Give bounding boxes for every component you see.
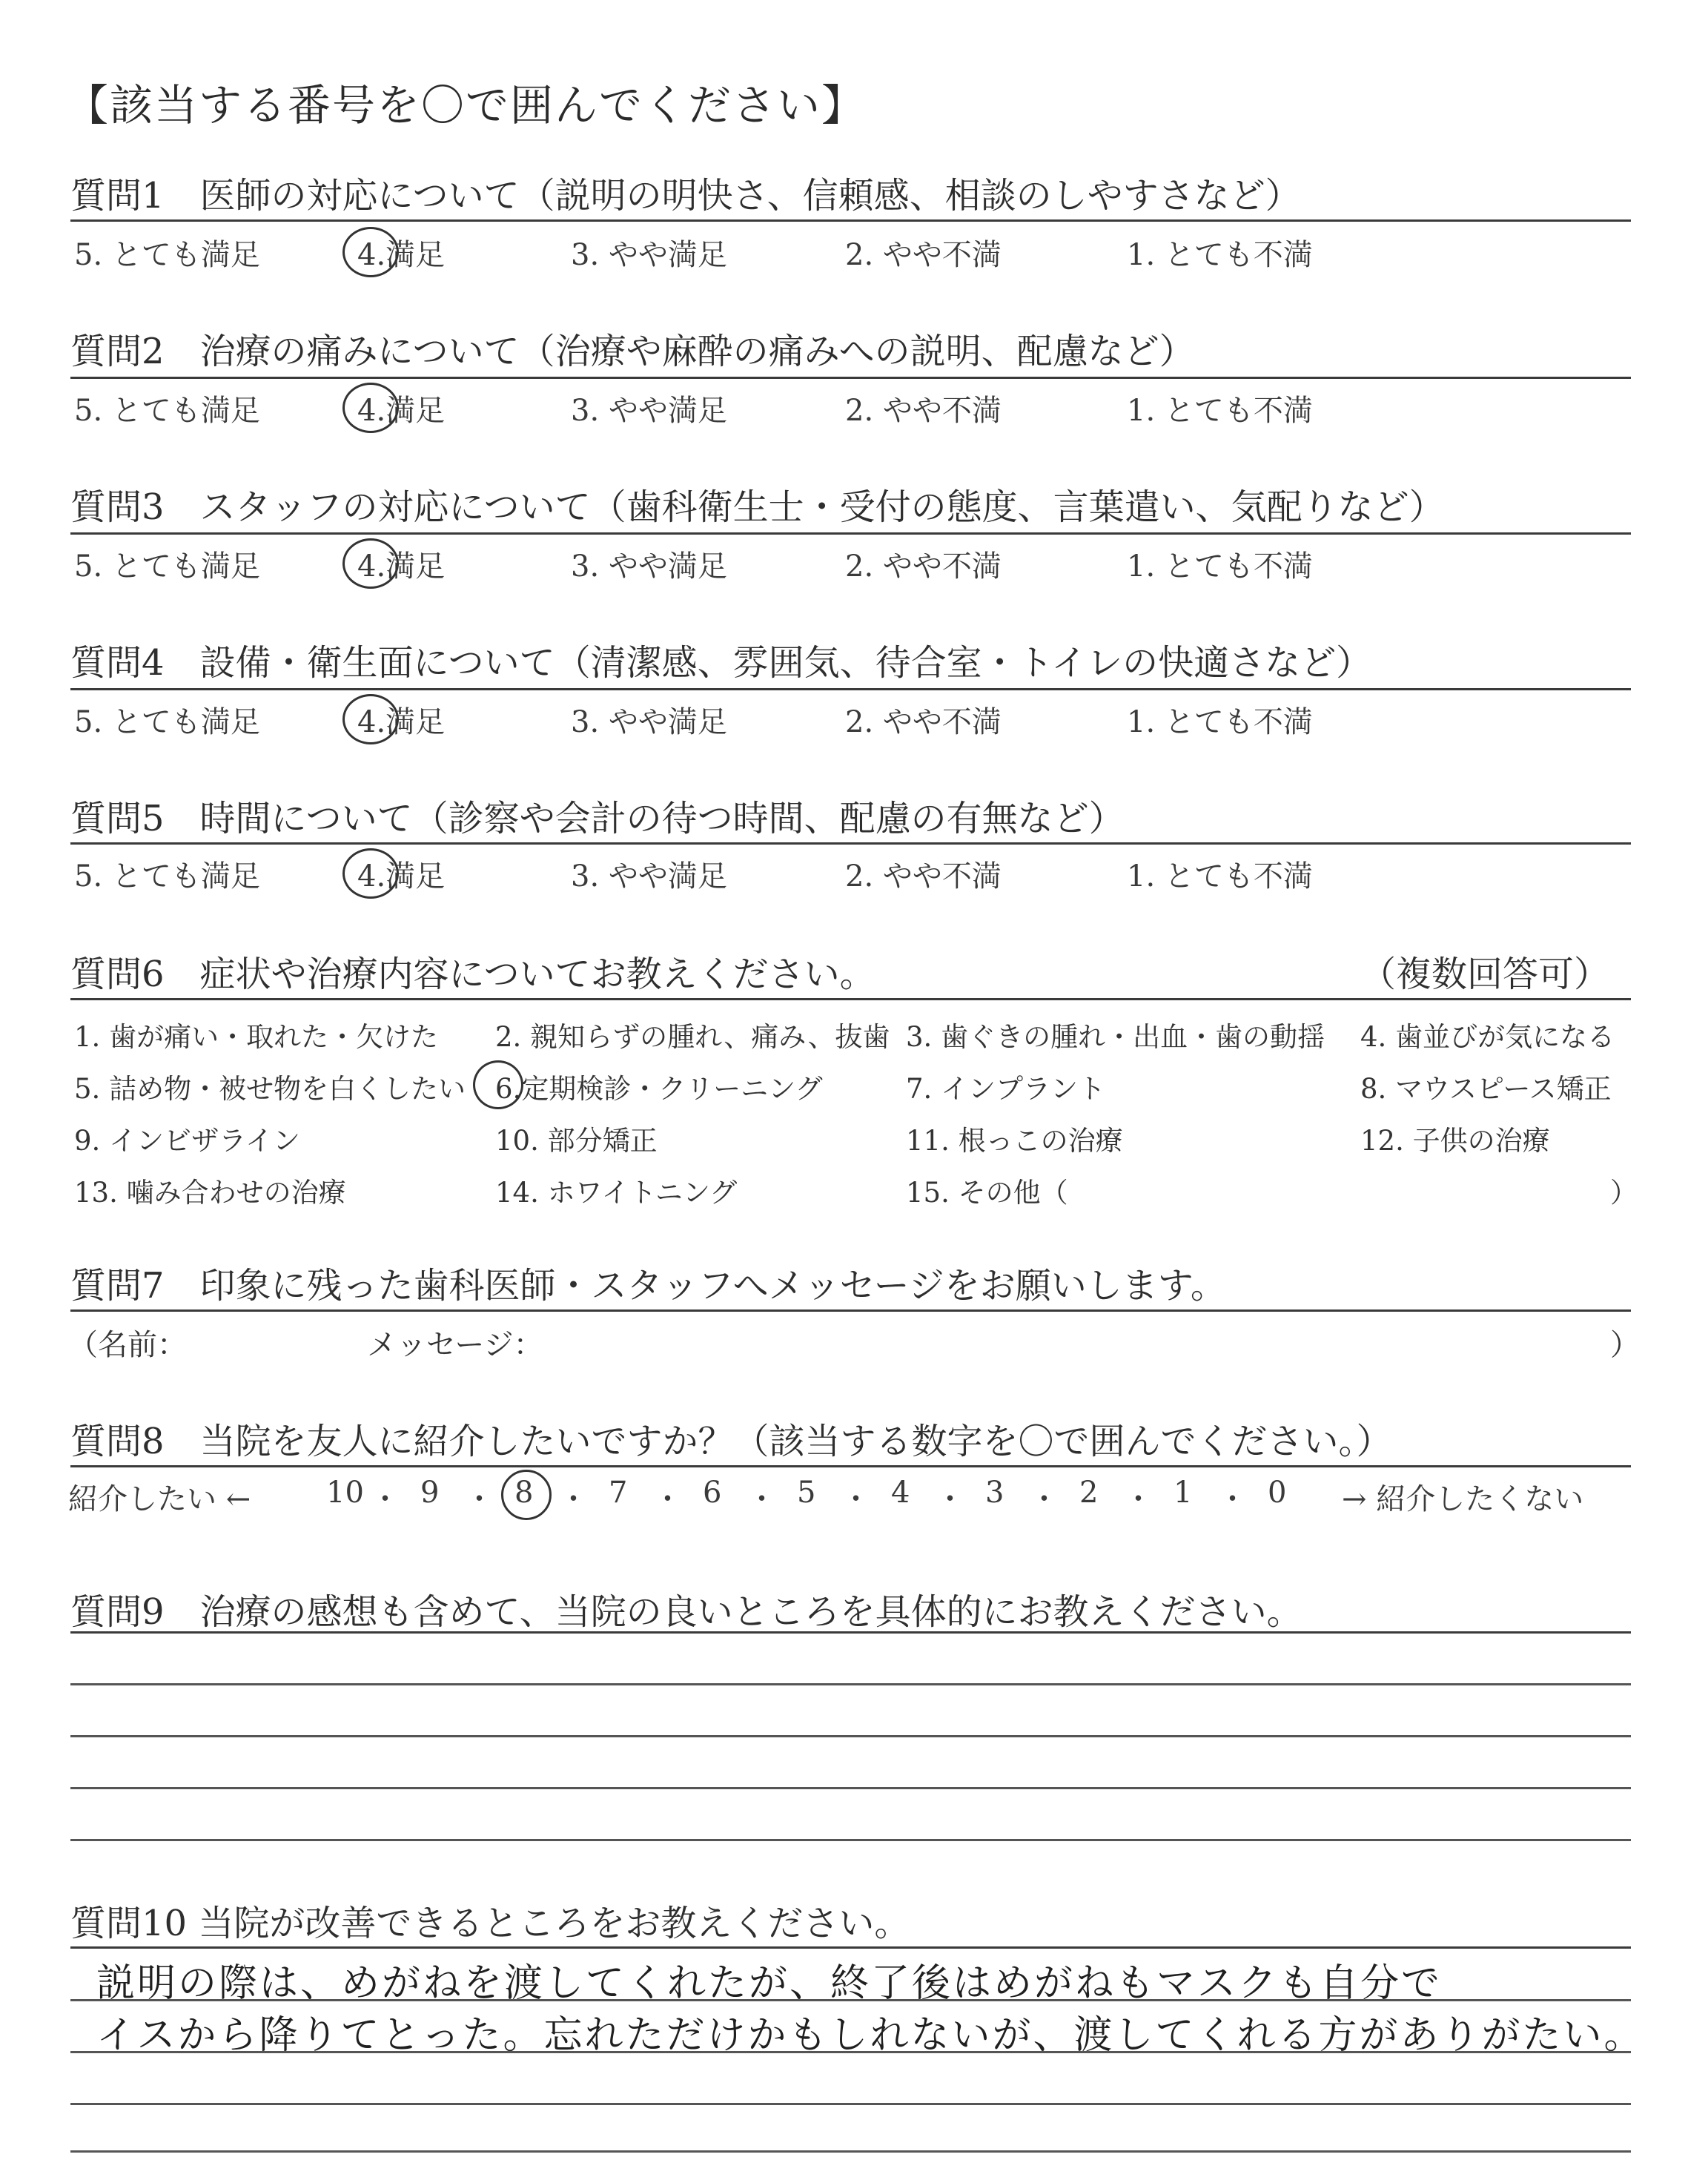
- q6-option-7[interactable]: 7. インプラント: [906, 1073, 1106, 1105]
- q6-option-13[interactable]: 13. 噛み合わせの治療: [74, 1177, 346, 1209]
- q6-option-5[interactable]: 5. 詰め物・被せ物を白くしたい: [74, 1073, 466, 1105]
- q2-option-4-number: 4.: [357, 394, 386, 428]
- q2-option-2[interactable]: 2. やや不満: [845, 394, 1002, 428]
- q4-underline: [70, 688, 1631, 690]
- q6-option-9[interactable]: 9. インビザライン: [74, 1125, 300, 1157]
- q9-answer-line-4[interactable]: [70, 1839, 1631, 1841]
- q5-option-4-number: 4.: [357, 859, 386, 894]
- q6-option-2[interactable]: 2. 親知らずの腫れ、痛み、抜歯: [495, 1021, 890, 1053]
- q2-selected-circle: [342, 383, 399, 433]
- q5-option-4-label: 満足: [385, 859, 446, 894]
- q4-selected-circle: [342, 694, 399, 744]
- q5-option-1[interactable]: 1. とても不満: [1127, 859, 1313, 894]
- page-heading: 【該当する番号を〇で囲んでください】: [65, 80, 867, 131]
- q8-scale-option-0[interactable]: 0: [1268, 1476, 1287, 1510]
- q8-scale-option-4[interactable]: 4: [891, 1476, 910, 1510]
- q3-selected-circle: [342, 538, 399, 589]
- q6-other-close-paren: ）: [1610, 1177, 1638, 1209]
- q8-scale-separator: ・: [747, 1482, 777, 1516]
- q7-close-paren: ）: [1610, 1328, 1640, 1362]
- q6-underline: [70, 998, 1631, 1000]
- q4-option-2[interactable]: 2. やや不満: [845, 705, 1002, 739]
- q6-option-12[interactable]: 12. 子供の治療: [1360, 1125, 1550, 1157]
- q8-scale-option-1[interactable]: 1: [1174, 1476, 1193, 1510]
- q8-scale-separator: ・: [652, 1482, 683, 1516]
- q6-note: （複数回答可）: [1360, 954, 1610, 995]
- q8-selected-circle: [501, 1470, 552, 1520]
- q8-scale-separator: ・: [1029, 1482, 1059, 1516]
- q8-scale-separator: ・: [1217, 1482, 1248, 1516]
- q9-answer-line-1[interactable]: [70, 1683, 1631, 1685]
- q8-right-label: → 紹介したくない: [1342, 1482, 1584, 1516]
- q5-option-2[interactable]: 2. やや不満: [845, 859, 1002, 894]
- q6-option-3[interactable]: 3. 歯ぐきの腫れ・出血・歯の動揺: [906, 1021, 1325, 1053]
- q7-message-label: メッセージ：: [367, 1328, 543, 1362]
- q10-answer-text-line-2: イスから降りてとった。忘れただけかもしれないが、渡してくれる方がありがたい。: [96, 2013, 1645, 2058]
- q2-option-5[interactable]: 5. とても満足: [74, 394, 260, 428]
- q8-scale-separator: ・: [935, 1482, 965, 1516]
- q5-option-5[interactable]: 5. とても満足: [74, 859, 260, 894]
- q1-option-4-label: 満足: [385, 238, 446, 272]
- q3-option-5[interactable]: 5. とても満足: [74, 549, 260, 584]
- q1-underline: [70, 219, 1631, 222]
- q3-title: 質問3 スタッフの対応について（歯科衛生士・受付の態度、言葉遣い、気配りなど）: [70, 486, 1445, 528]
- q6-option-1[interactable]: 1. 歯が痛い・取れた・欠けた: [74, 1021, 439, 1053]
- q8-underline: [70, 1465, 1631, 1467]
- q8-scale-separator: ・: [841, 1482, 871, 1516]
- q8-scale-option-2[interactable]: 2: [1079, 1476, 1099, 1510]
- q7-title: 質問7 印象に残った歯科医師・スタッフへメッセージをお願いします。: [70, 1265, 1226, 1307]
- q8-scale-separator: ・: [370, 1482, 400, 1516]
- q8-scale-option-7[interactable]: 7: [609, 1476, 628, 1510]
- q10-answer-line-4[interactable]: [70, 2150, 1631, 2153]
- q10-underline: [70, 1946, 1631, 1949]
- q2-title: 質問2 治療の痛みについて（治療や麻酔の痛みへの説明、配慮など）: [70, 331, 1195, 372]
- q2-option-1[interactable]: 1. とても不満: [1127, 394, 1313, 428]
- q8-scale-option-8[interactable]: 8: [514, 1476, 534, 1510]
- q1-selected-circle: [342, 227, 399, 277]
- q8-scale-option-6[interactable]: 6: [703, 1476, 722, 1510]
- q5-selected-circle: [342, 848, 399, 899]
- q1-option-1[interactable]: 1. とても不満: [1127, 238, 1313, 272]
- q9-title: 質問9 治療の感想も含めて、当院の良いところを具体的にお教えください。: [70, 1591, 1302, 1633]
- q5-option-3[interactable]: 3. やや満足: [571, 859, 727, 894]
- q4-option-4-label: 満足: [385, 705, 446, 739]
- q6-option-11[interactable]: 11. 根っこの治療: [906, 1125, 1123, 1157]
- q8-scale-option-5[interactable]: 5: [797, 1476, 816, 1510]
- q1-option-4-number: 4.: [357, 238, 386, 272]
- q1-option-2[interactable]: 2. やや不満: [845, 238, 1002, 272]
- q6-title: 質問6 症状や治療内容についてお教えください。: [70, 954, 875, 995]
- q4-option-3[interactable]: 3. やや満足: [571, 705, 727, 739]
- q2-option-3[interactable]: 3. やや満足: [571, 394, 727, 428]
- q1-option-5[interactable]: 5. とても満足: [74, 238, 260, 272]
- q8-scale-separator: ・: [1123, 1482, 1153, 1516]
- q8-scale-option-10[interactable]: 10: [326, 1476, 364, 1510]
- q6-option-6-number: 6.: [495, 1073, 522, 1105]
- q5-underline: [70, 842, 1631, 845]
- q7-name-label: （名前：: [68, 1328, 187, 1362]
- q10-answer-line-3[interactable]: [70, 2103, 1631, 2105]
- q2-underline: [70, 377, 1631, 379]
- q4-option-4-number: 4.: [357, 705, 386, 739]
- q8-scale-separator: ・: [558, 1482, 589, 1516]
- q6-option-6-label: 定期検診・クリーニング: [521, 1073, 823, 1105]
- q7-underline: [70, 1309, 1631, 1312]
- q4-title: 質問4 設備・衛生面について（清潔感、雰囲気、待合室・トイレの快適さなど）: [70, 642, 1372, 684]
- q10-answer-line-1[interactable]: [70, 1999, 1631, 2001]
- q9-answer-line-2[interactable]: [70, 1735, 1631, 1737]
- q3-option-1[interactable]: 1. とても不満: [1127, 549, 1313, 584]
- q6-option-4[interactable]: 4. 歯並びが気になる: [1360, 1021, 1615, 1053]
- q8-scale-option-3[interactable]: 3: [985, 1476, 1004, 1510]
- q4-option-1[interactable]: 1. とても不満: [1127, 705, 1313, 739]
- q6-option-6[interactable]: [495, 1066, 823, 1106]
- q3-option-4-label: 満足: [385, 549, 446, 584]
- q6-option-8[interactable]: 8. マウスピース矯正: [1360, 1073, 1612, 1105]
- q3-option-4-number: 4.: [357, 549, 386, 584]
- q8-scale-option-9[interactable]: 9: [420, 1476, 440, 1510]
- q10-answer-line-2[interactable]: [70, 2051, 1631, 2053]
- q8-scale-separator: ・: [464, 1482, 494, 1516]
- q4-option-5[interactable]: 5. とても満足: [74, 705, 260, 739]
- q10-answer-text-line-1: 説明の際は、めがねを渡してくれたが、終了後はめがねもマスクも自分で: [96, 1961, 1443, 2006]
- q5-title: 質問5 時間について（診察や会計の待つ時間、配慮の有無など）: [70, 798, 1125, 839]
- q3-option-2[interactable]: 2. やや不満: [845, 549, 1002, 584]
- q8-title: 質問8 当院を友人に紹介したいですか？（該当する数字を〇で囲んでください。）: [70, 1421, 1392, 1462]
- q6-option-14[interactable]: 14. ホワイトニング: [495, 1177, 738, 1209]
- q9-underline: [70, 1631, 1631, 1634]
- q6-option-10[interactable]: 10. 部分矯正: [495, 1125, 658, 1157]
- q6-option-15[interactable]: 15. その他（: [906, 1177, 1068, 1209]
- q9-answer-line-3[interactable]: [70, 1787, 1631, 1789]
- q6-selected-circle: [473, 1060, 523, 1109]
- q10-title: 質問10 当院が改善できるところをお教えください。: [70, 1903, 910, 1944]
- q2-option-4-label: 満足: [385, 394, 446, 428]
- q1-title: 質問1 医師の対応について（説明の明快さ、信頼感、相談のしやすさなど）: [70, 175, 1301, 217]
- q1-option-3[interactable]: 3. やや満足: [571, 238, 727, 272]
- q8-left-label: 紹介したい ←: [68, 1482, 251, 1516]
- q3-option-3[interactable]: 3. やや満足: [571, 549, 727, 584]
- q3-underline: [70, 532, 1631, 535]
